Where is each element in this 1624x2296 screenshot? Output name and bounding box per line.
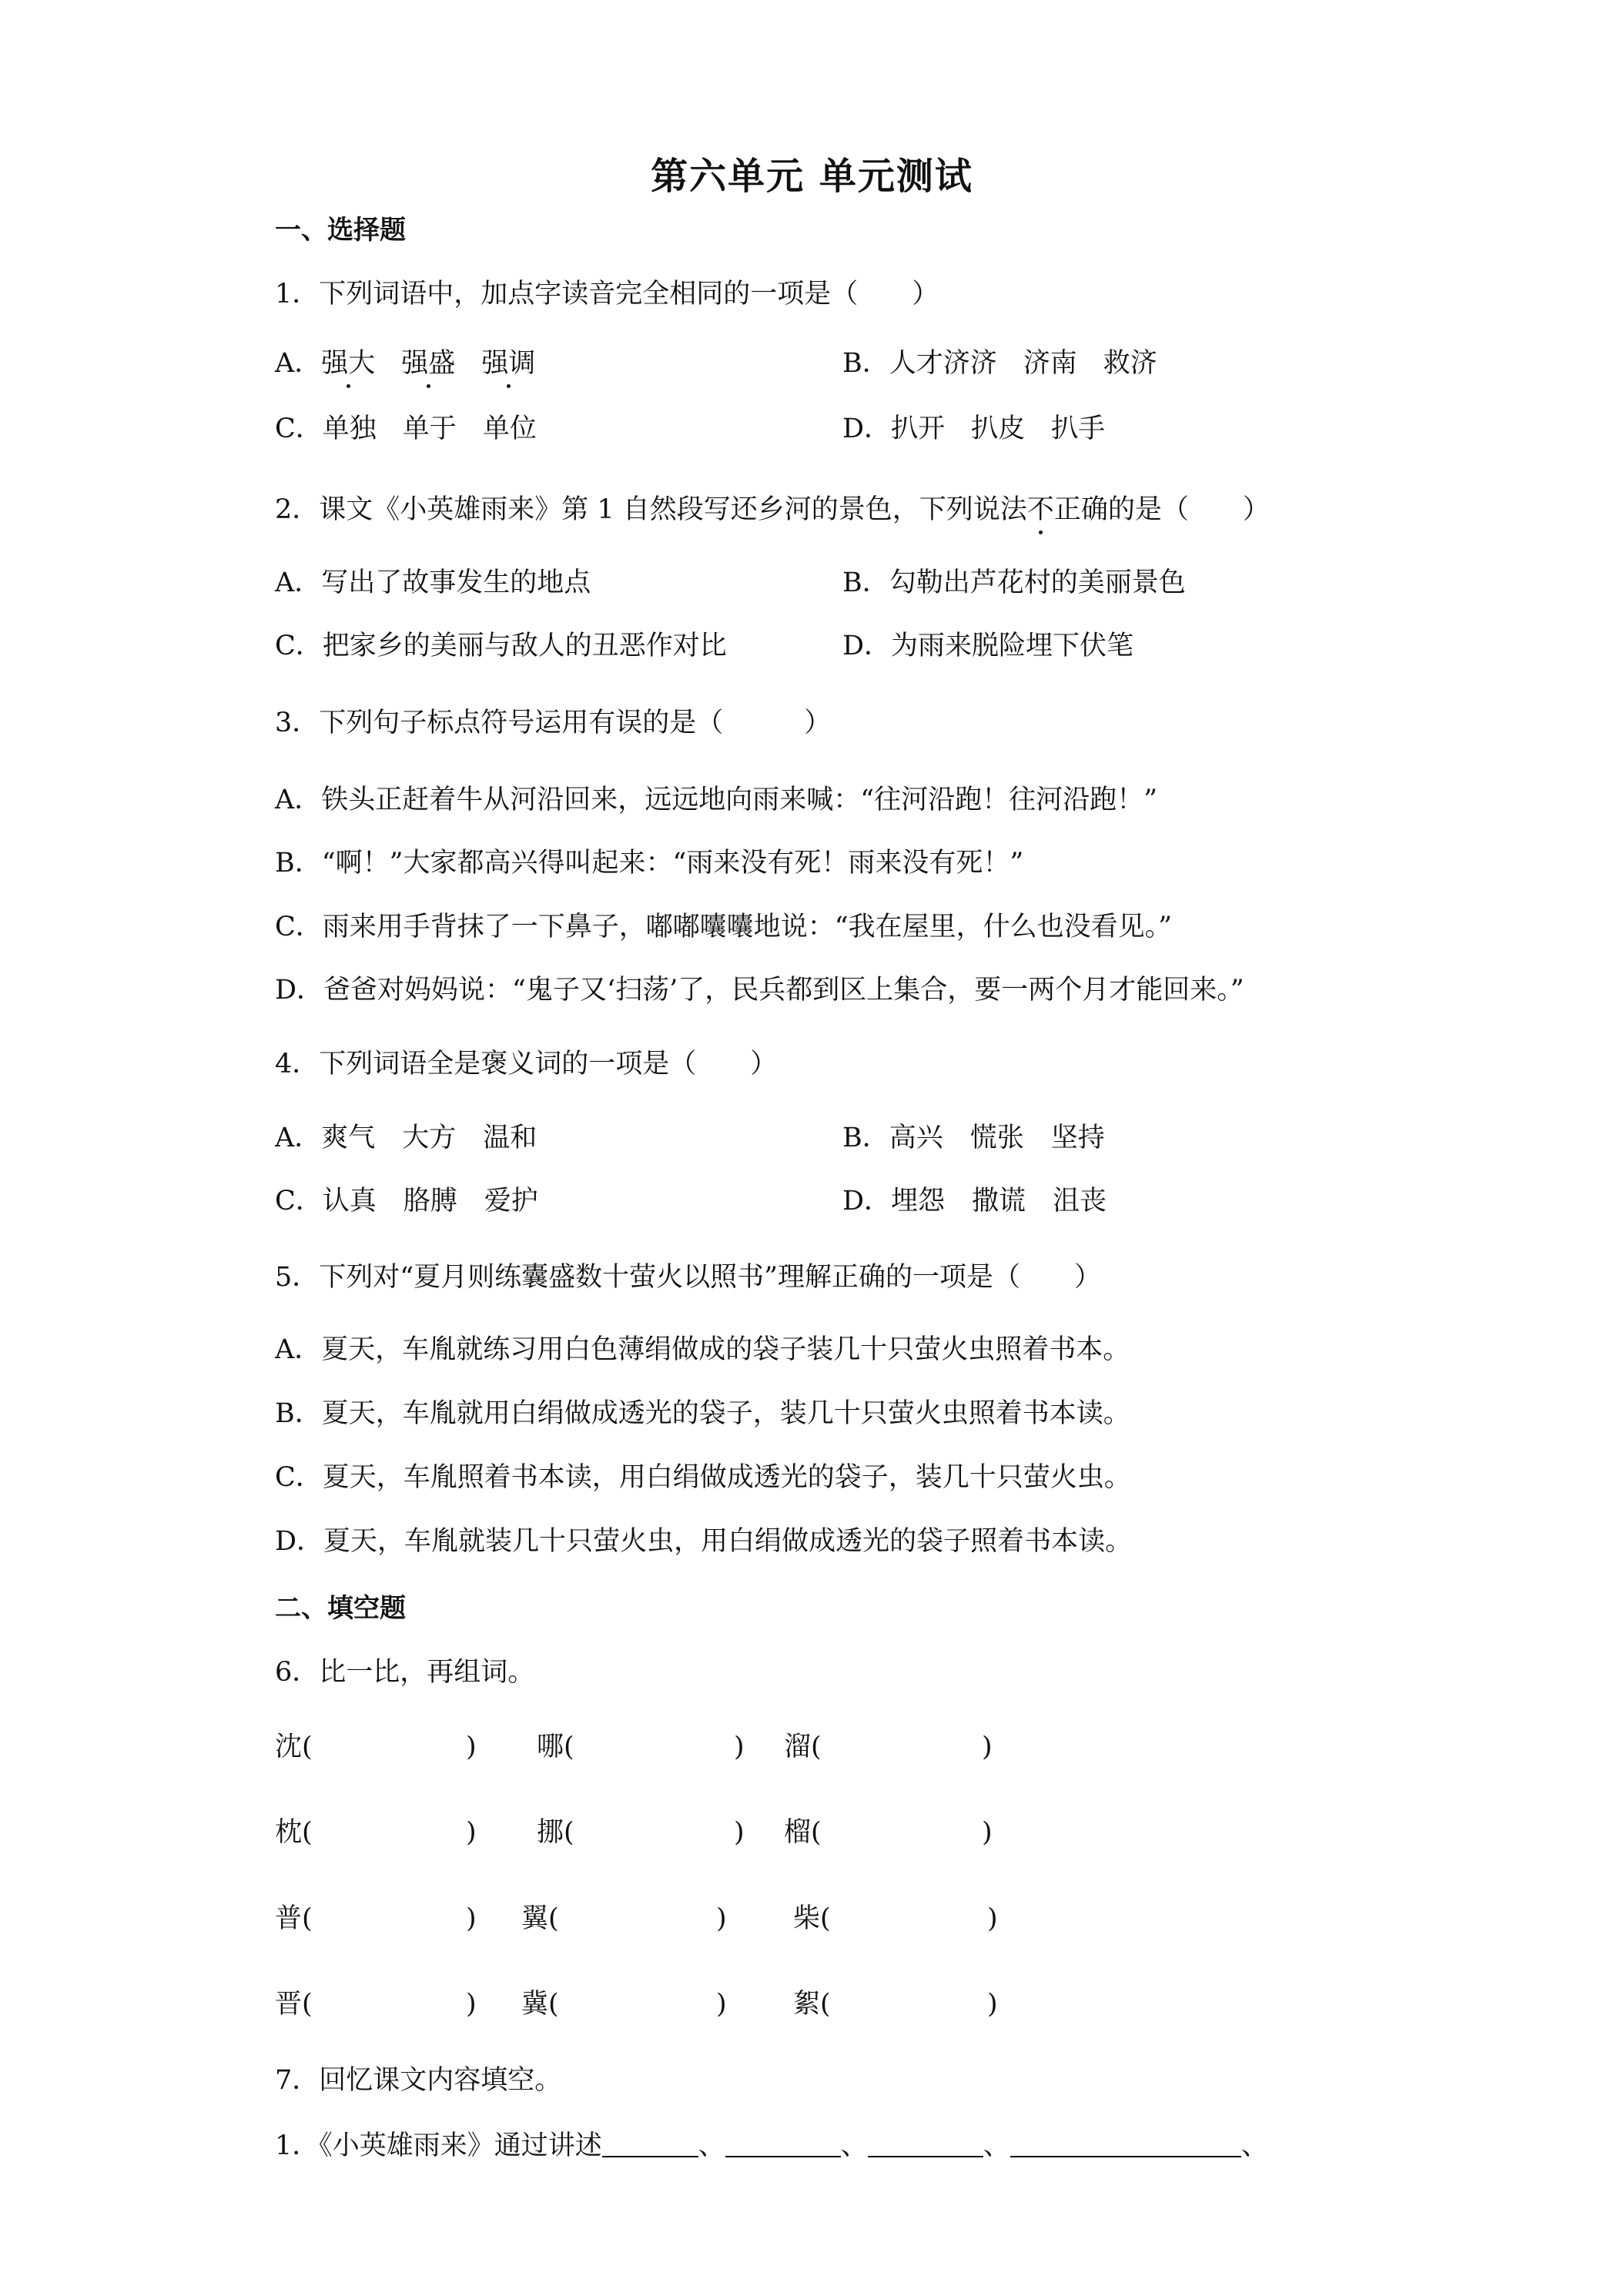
char: 枕 [275,1817,303,1848]
q1-option-c [275,413,537,444]
question-2-stem [275,494,1270,525]
word: 扒开 [891,413,946,444]
paren-close: ) [734,1817,745,1848]
answer-blank[interactable] [602,2133,698,2157]
char: 絮 [793,1989,821,2020]
page-title: 第六单元 单元测试 [651,155,973,198]
char: 榴 [784,1817,812,1848]
question-3-stem: 3．下列句子标点符号运用有误的是（ ） [275,708,832,738]
word-group-cell: 柴( [793,1903,831,1934]
paren-close: ) [734,1732,745,1762]
option-label: A． [275,348,322,379]
paren-close: ) [982,1817,993,1848]
word-group-cell: 挪( [537,1817,574,1848]
word: 单于 [402,413,457,444]
word: 人才济济 [889,348,997,379]
paren-close: ) [466,1732,477,1762]
section-heading-choice: 一、选择题 [275,215,406,246]
q4-option-d: D．埋怨 撒谎 沮丧 [842,1186,1107,1217]
paren-close: ) [982,1732,993,1762]
word: 强大 [321,348,376,379]
q1-option-b [842,350,1157,377]
word: 扒手 [1051,413,1106,444]
word-group-cell: 枕( [275,1817,313,1848]
option-label: D． [842,413,892,444]
q1-option-a [275,350,535,377]
option-label: B． [842,348,889,379]
q3-option-c: C．雨来用手背抹了一下鼻子，嘟嘟囔囔地说：“我在屋里，什么也没看见。” [275,912,1173,942]
paren-close: ) [716,1903,727,1934]
word-group-cell: 哪( [537,1732,574,1762]
question-6-stem: 6．比一比，再组词。 [275,1657,535,1688]
q5-option-a: A．夏天，车胤就练习用白色薄绢做成的袋子装几十只萤火虫照着书本。 [275,1334,1130,1365]
char: 哪 [537,1732,564,1762]
char: 晋 [275,1989,303,2020]
separator: 、 [840,2130,868,2161]
question-4-stem: 4．下列词语全是褒义词的一项是（ ） [275,1049,778,1079]
q4-option-b: B．高兴 慌张 坚持 [842,1123,1105,1153]
char: 沈 [275,1732,303,1762]
option-label: C． [275,413,323,444]
word: 单位 [482,413,537,444]
answer-blank[interactable] [868,2133,983,2157]
word-group-cell: 絮( [793,1989,831,2020]
char: 普 [275,1903,303,1934]
word: 强调 [481,348,536,379]
char: 冀 [521,1989,549,2020]
q5-option-b: B．夏天，车胤就用白绢做成透光的袋子，装几十只萤火虫照着书本读。 [275,1398,1130,1429]
word: 济南 [1023,348,1077,379]
q3-option-a: A．铁头正赶着牛从河沿回来，远远地向雨来喊：“往河沿跑！往河沿跑！” [275,785,1158,815]
separator: 、 [698,2130,725,2161]
section-heading-fill: 二、填空题 [275,1593,406,1624]
paren-close: ) [987,1989,998,2020]
question-5-stem: 5．下列对“夏月则练囊盛数十萤火以照书”理解正确的一项是（ ） [275,1262,1102,1293]
word-group-cell: 冀( [521,1989,559,2020]
paren-close: ) [466,1989,477,2020]
paren-close: ) [466,1903,477,1934]
q7-item-1 [275,2130,1268,2161]
char: 翼 [521,1903,549,1934]
q4-option-a: A．爽气 大方 温和 [275,1123,537,1153]
q2-option-c: C．把家乡的美丽与敌人的丑恶作对比 [275,631,727,661]
word-group-cell: 沈( [275,1732,313,1762]
word: 单独 [322,413,377,444]
stem-part: 2．课文《小英雄雨来》第 1 自然段写还乡河的景色，下列说法 [275,494,1027,525]
q3-option-d: D．爸爸对妈妈说：“鬼子又‘扫荡’了，民兵都到区上集合，要一两个月才能回来。” [275,975,1244,1006]
answer-blank[interactable] [725,2133,841,2157]
q2-option-d: D．为雨来脱险埋下伏笔 [842,631,1134,661]
q3-option-b: B．“啊！”大家都高兴得叫起来：“雨来没有死！雨来没有死！” [275,848,1024,879]
q5-option-d: D．夏天，车胤就装几十只萤火虫，用白绢做成透光的袋子照着书本读。 [275,1526,1133,1557]
word-group-cell: 晋( [275,1989,313,2020]
separator: 、 [983,2130,1010,2161]
paren-close: ) [466,1817,477,1848]
word: 强盛 [401,348,456,379]
q1-option-d [842,413,1106,444]
word: 扒皮 [971,413,1026,444]
q5-option-c: C．夏天，车胤照着书本读，用白绢做成透光的袋子，装几十只萤火虫。 [275,1462,1131,1493]
word: 救济 [1103,348,1157,379]
separator: 、 [1241,2130,1268,2161]
answer-blank[interactable] [1010,2133,1241,2157]
word-group-cell: 溜( [784,1732,822,1762]
item-prefix: 1．《小英雄雨来》通过讲述 [275,2130,602,2161]
word-group-cell: 普( [275,1903,313,1934]
stem-part: 正确的是（ ） [1053,494,1270,525]
char: 柴 [793,1903,821,1934]
emphasis-char: 不 [1026,494,1054,525]
word-group-cell: 翼( [521,1903,559,1934]
q2-option-a: A．写出了故事发生的地点 [275,567,591,598]
question-7-stem: 7．回忆课文内容填空。 [275,2065,562,2096]
q4-option-c: C．认真 胳膊 爱护 [275,1186,538,1217]
char: 挪 [537,1817,564,1848]
char: 溜 [784,1732,812,1762]
paren-close: ) [987,1903,998,1934]
question-1-stem: 1．下列词语中，加点字读音完全相同的一项是（ ） [275,279,939,310]
paren-close: ) [716,1989,727,2020]
word-group-cell: 榴( [784,1817,822,1848]
q2-option-b: B．勾勒出芦花村的美丽景色 [842,567,1186,598]
